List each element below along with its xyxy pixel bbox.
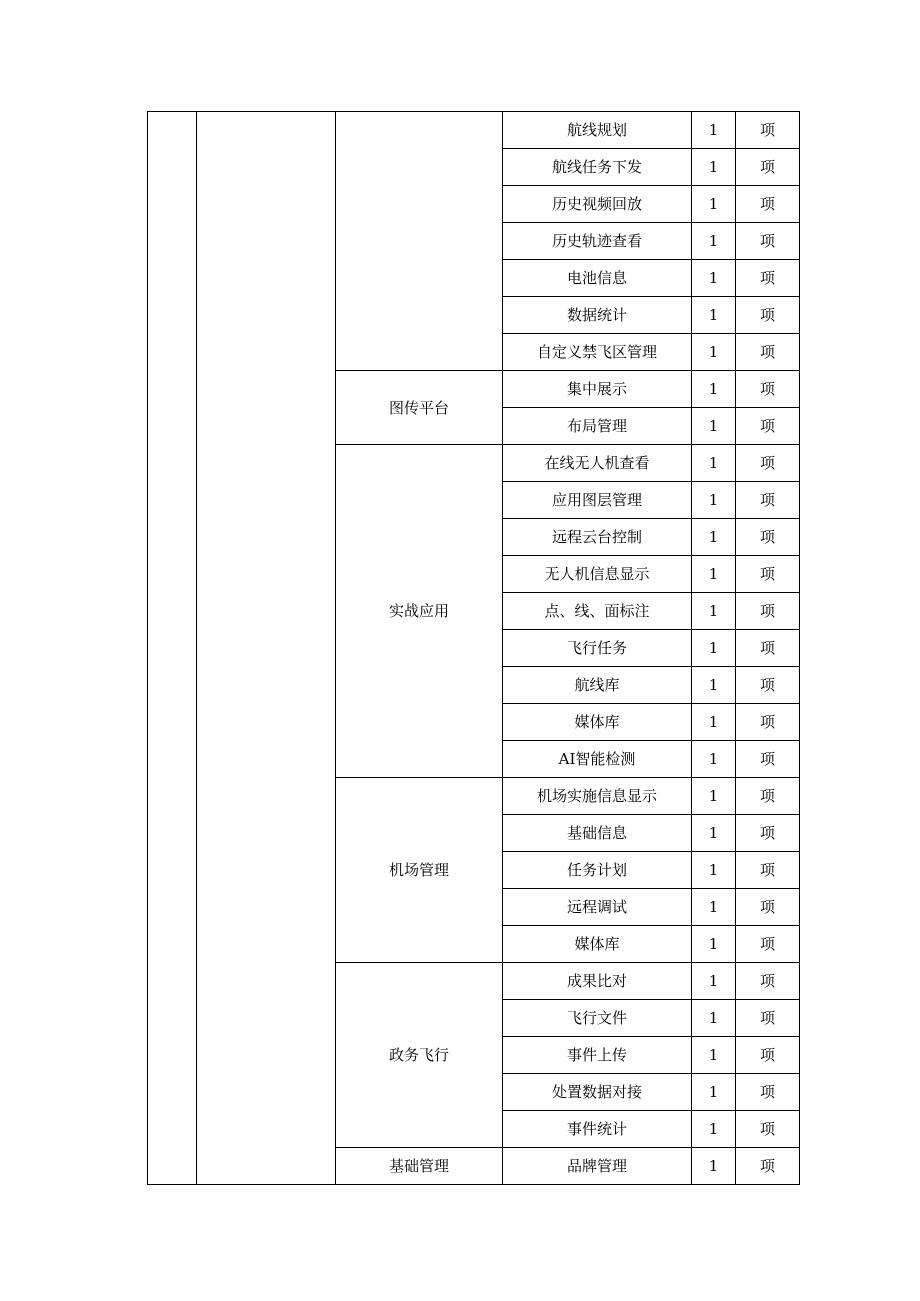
module-cell: 政务飞行 bbox=[336, 963, 503, 1148]
unit-cell: 项 bbox=[736, 963, 800, 1000]
function-cell: 数据统计 bbox=[503, 297, 692, 334]
function-cell: 应用图层管理 bbox=[503, 482, 692, 519]
function-cell: 远程调试 bbox=[503, 889, 692, 926]
unit-cell: 项 bbox=[736, 741, 800, 778]
quantity-cell: 1 bbox=[692, 1074, 736, 1111]
unit-cell: 项 bbox=[736, 1148, 800, 1185]
unit-cell: 项 bbox=[736, 186, 800, 223]
unit-cell: 项 bbox=[736, 778, 800, 815]
module-cell bbox=[336, 112, 503, 371]
function-cell: 事件上传 bbox=[503, 1037, 692, 1074]
quantity-cell: 1 bbox=[692, 815, 736, 852]
quantity-cell: 1 bbox=[692, 593, 736, 630]
index-cell bbox=[148, 112, 197, 1185]
function-cell: 处置数据对接 bbox=[503, 1074, 692, 1111]
unit-cell: 项 bbox=[736, 112, 800, 149]
function-cell: 历史轨迹查看 bbox=[503, 223, 692, 260]
function-cell: AI智能检测 bbox=[503, 741, 692, 778]
function-cell: 飞行任务 bbox=[503, 630, 692, 667]
function-cell: 基础信息 bbox=[503, 815, 692, 852]
unit-cell: 项 bbox=[736, 1111, 800, 1148]
function-cell: 无人机信息显示 bbox=[503, 556, 692, 593]
function-cell: 电池信息 bbox=[503, 260, 692, 297]
function-cell: 集中展示 bbox=[503, 371, 692, 408]
function-cell: 成果比对 bbox=[503, 963, 692, 1000]
unit-cell: 项 bbox=[736, 926, 800, 963]
unit-cell: 项 bbox=[736, 593, 800, 630]
unit-cell: 项 bbox=[736, 815, 800, 852]
module-cell: 实战应用 bbox=[336, 445, 503, 778]
quantity-cell: 1 bbox=[692, 297, 736, 334]
unit-cell: 项 bbox=[736, 1074, 800, 1111]
unit-cell: 项 bbox=[736, 556, 800, 593]
quantity-cell: 1 bbox=[692, 445, 736, 482]
function-cell: 远程云台控制 bbox=[503, 519, 692, 556]
quantity-cell: 1 bbox=[692, 482, 736, 519]
unit-cell: 项 bbox=[736, 482, 800, 519]
quantity-cell: 1 bbox=[692, 334, 736, 371]
unit-cell: 项 bbox=[736, 704, 800, 741]
function-cell: 品牌管理 bbox=[503, 1148, 692, 1185]
quantity-cell: 1 bbox=[692, 223, 736, 260]
module-cell: 机场管理 bbox=[336, 778, 503, 963]
spec-table bbox=[147, 111, 800, 1185]
unit-cell: 项 bbox=[736, 297, 800, 334]
unit-cell: 项 bbox=[736, 334, 800, 371]
unit-cell: 项 bbox=[736, 408, 800, 445]
unit-cell: 项 bbox=[736, 445, 800, 482]
quantity-cell: 1 bbox=[692, 963, 736, 1000]
unit-cell: 项 bbox=[736, 630, 800, 667]
function-cell: 航线库 bbox=[503, 667, 692, 704]
function-cell: 航线规划 bbox=[503, 112, 692, 149]
function-cell: 事件统计 bbox=[503, 1111, 692, 1148]
unit-cell: 项 bbox=[736, 519, 800, 556]
function-cell: 媒体库 bbox=[503, 704, 692, 741]
unit-cell: 项 bbox=[736, 889, 800, 926]
function-cell: 飞行文件 bbox=[503, 1000, 692, 1037]
quantity-cell: 1 bbox=[692, 519, 736, 556]
module-cell: 基础管理 bbox=[336, 1148, 503, 1185]
system-cell bbox=[197, 112, 336, 1185]
function-cell: 点、线、面标注 bbox=[503, 593, 692, 630]
quantity-cell: 1 bbox=[692, 149, 736, 186]
quantity-cell: 1 bbox=[692, 704, 736, 741]
unit-cell: 项 bbox=[736, 852, 800, 889]
quantity-cell: 1 bbox=[692, 778, 736, 815]
unit-cell: 项 bbox=[736, 149, 800, 186]
quantity-cell: 1 bbox=[692, 889, 736, 926]
function-cell: 任务计划 bbox=[503, 852, 692, 889]
quantity-cell: 1 bbox=[692, 408, 736, 445]
function-cell: 自定义禁飞区管理 bbox=[503, 334, 692, 371]
table-row bbox=[148, 112, 800, 149]
quantity-cell: 1 bbox=[692, 1111, 736, 1148]
quantity-cell: 1 bbox=[692, 852, 736, 889]
unit-cell: 项 bbox=[736, 260, 800, 297]
spec-table-body bbox=[148, 112, 800, 1185]
quantity-cell: 1 bbox=[692, 1148, 736, 1185]
quantity-cell: 1 bbox=[692, 556, 736, 593]
quantity-cell: 1 bbox=[692, 371, 736, 408]
unit-cell: 项 bbox=[736, 1037, 800, 1074]
function-cell: 在线无人机查看 bbox=[503, 445, 692, 482]
function-cell: 机场实施信息显示 bbox=[503, 778, 692, 815]
quantity-cell: 1 bbox=[692, 741, 736, 778]
module-cell: 图传平台 bbox=[336, 371, 503, 445]
quantity-cell: 1 bbox=[692, 1000, 736, 1037]
function-cell: 媒体库 bbox=[503, 926, 692, 963]
unit-cell: 项 bbox=[736, 1000, 800, 1037]
function-cell: 历史视频回放 bbox=[503, 186, 692, 223]
quantity-cell: 1 bbox=[692, 630, 736, 667]
unit-cell: 项 bbox=[736, 223, 800, 260]
unit-cell: 项 bbox=[736, 667, 800, 704]
function-cell: 布局管理 bbox=[503, 408, 692, 445]
quantity-cell: 1 bbox=[692, 1037, 736, 1074]
quantity-cell: 1 bbox=[692, 186, 736, 223]
quantity-cell: 1 bbox=[692, 260, 736, 297]
unit-cell: 项 bbox=[736, 371, 800, 408]
quantity-cell: 1 bbox=[692, 667, 736, 704]
quantity-cell: 1 bbox=[692, 926, 736, 963]
quantity-cell: 1 bbox=[692, 112, 736, 149]
function-cell: 航线任务下发 bbox=[503, 149, 692, 186]
